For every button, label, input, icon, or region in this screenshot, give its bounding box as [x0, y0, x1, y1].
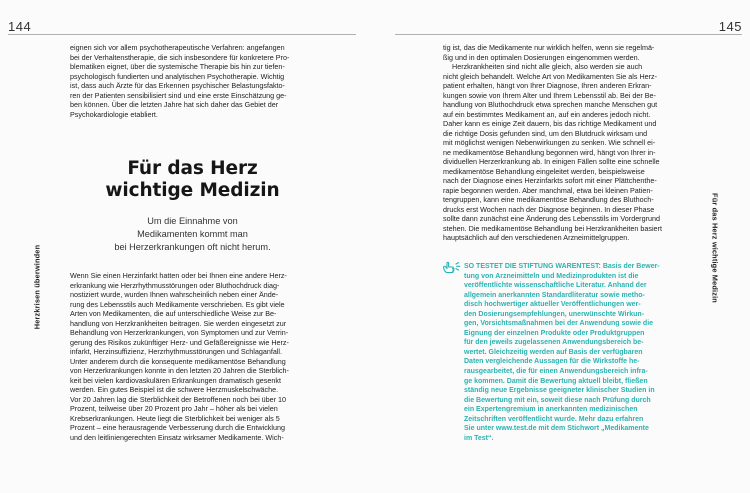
text-line: nostiziert wurde, wurden Ihnen wahrscheinlich neben einer Ände-: [70, 290, 279, 299]
text-line: nicht gleich behandelt. Welche Art von Medikamenten Sie als Herz-: [443, 71, 658, 81]
text-line: ben können. Über die letzten Jahre hat sich daher das Gebiet der: [70, 100, 279, 109]
tip-line: veröffentlichte wissenschaftliche Literatur. Anhand der: [464, 282, 647, 290]
text-line: Krebserkrankungen. Heute liegt die Sterblichkeit bei weniger als 5: [70, 413, 280, 423]
left-page-number: 144: [8, 19, 32, 34]
tip-line: gen, Vorsichtsmaßnahmen bei der Anwendung sowie die: [464, 320, 654, 328]
text-line: gerung des Risikos zukünftiger Herz- und Gefäßereignisse wie Herz-: [70, 337, 289, 347]
section-heading: [70, 158, 315, 202]
heading-line: Für das Herz: [127, 158, 258, 179]
section-subheading: [70, 215, 315, 254]
tip-line: ein Expertengremium in anerkannten medizinischen: [464, 406, 638, 414]
paragraph: [443, 43, 694, 62]
test-method-note: [464, 262, 699, 443]
text-line: nach der Diagnose eines Herzinfarkts sofort mit einer Plättchenthe-: [443, 176, 657, 185]
text-line: mit möglichst wenigen Nebenwirkungen zu senken. Wie schnell ei-: [443, 138, 656, 147]
tip-line: ge kommen. Damit die Bewertung aktuell bleibt, fließen: [464, 377, 648, 385]
text-line: keit bei vielen kardiovaskulären Erkrankungen dramatisch gesenkt: [70, 375, 281, 385]
right-running-head: Für das Herz wichtige Medizin: [710, 193, 720, 303]
subheading-line: bei Herzerkrankungen oft nicht herum.: [114, 242, 271, 252]
text-line: Behandlung von Herzerkrankungen, von Symptomen und zur Verrin-: [70, 328, 289, 337]
intro-paragraph: [70, 43, 315, 119]
text-line: medikamentöse Behandlung eingeleitet werden, beispielsweise: [443, 166, 645, 176]
tip-line: rausgearbeitet, die für einen Anwendungsbereich infra-: [464, 368, 648, 376]
text-line: tig ist, das die Medikamente nur wirklich helfen, wenn sie regelmä-: [443, 43, 655, 52]
text-line: ren der Patienten sensibilisiert sind und eine erste Einschätzung ge-: [70, 90, 287, 100]
text-line: Vor 20 Jahren lag die Sterblichkeit der Betroffenen noch bei über 10: [70, 394, 287, 404]
text-line: von Herzerkrankungen konnte in den letzten 20 Jahren die Sterblich-: [70, 366, 289, 375]
text-line: Prozent – eine herausragende Verbesserung durch die Entwicklung: [70, 423, 285, 432]
text-line: hauptsächlich auf den verschiedenen Arzneimittelgruppen.: [443, 233, 630, 242]
hand-pointer-icon: [442, 261, 462, 275]
text-line: rung des Lebensstils auch Medikamente verschrieben. Es gibt viele: [70, 299, 285, 309]
tip-line: Daten vergleichende Aussagen für die Wirkstoffe he-: [464, 358, 640, 366]
text-line: und den leitliniengerechten Einsatz wirksamer Medikamente. Wich-: [70, 432, 284, 442]
tip-line: Sie unter www.test.de mit dem Stichwort „Medikamente: [464, 425, 649, 433]
text-line: ne medikamentöse Behandlung begonnen wird, hängt von Ihrer in-: [443, 147, 656, 157]
tip-line: Zeitschriften veröffentlicht wurde. Mehr dazu erfahren: [464, 415, 644, 423]
tip-line: tung von Arzneimitteln und Medizinprodukten ist die: [464, 272, 639, 280]
tip-line: ständig neue Ergebnisse geeigneter klinischer Studien in: [464, 387, 655, 395]
text-line: erkrankung wie Herzrhythmusstörungen oder Bluthochdruck diag-: [70, 280, 280, 290]
text-line: eignen sich vor allem psychotherapeutische Verfahren: angefangen: [70, 43, 285, 52]
text-line: Arten von Medikamenten, die auf unterschiedliche Weise zur Be-: [70, 309, 277, 318]
text-line: patient erhalten, hängt von Ihrer Diagnose, Ihren anderen Erkran-: [443, 81, 652, 90]
text-line: kungen sowie von Ihrem Alter und Ihrem Lebensstil ab. Bei der Be-: [443, 90, 656, 100]
text-line: dividuellen Herzerkrankung ab. In einigen Fällen sollte eine schnelle: [443, 157, 660, 166]
text-line: infarkt, Herzinsuffizienz, Herzrhythmusstörungen und Schlaganfall.: [70, 347, 283, 356]
tip-line: allgemein anerkannten Standardliteratur sowie metho-: [464, 291, 645, 299]
text-line: ßig und in den optimalen Dosierungen eingenommen werden.: [443, 52, 640, 62]
right-page-number: 145: [718, 19, 742, 34]
text-line: sollte dann zunächst eine Änderung des Lebensstils im Vordergrund: [443, 214, 660, 223]
paragraph: [443, 62, 694, 243]
tip-line: wertet. Gleichzeitig werden auf Basis der verfügbaren: [464, 348, 643, 356]
text-line: die richtige Dosis gefunden sind, um den Blutdruck wirksam und: [443, 128, 648, 138]
tip-line: den Dosierungsempfehlungen, unerwünschte Wirkun-: [464, 310, 645, 318]
text-line: Wenn Sie einen Herzinfarkt hatten oder bei Ihnen eine andere Herz-: [70, 271, 287, 280]
subheading-line: Medikamenten kommt man: [137, 229, 248, 239]
tip-line: für den jeweils zugelassenen Anwendungsbereich be-: [464, 339, 644, 347]
text-line: handlung von Herzkrankheiten beitragen. Sie werden eingesetzt zur: [70, 318, 287, 328]
text-line: rapie begonnen werden. Aber manchmal, etwa bei kleinen Patien-: [443, 185, 653, 195]
text-line: tengruppen, kann eine medikamentöse Behandlung des Bluthoch-: [443, 195, 654, 204]
tip-line: disch hochwertiger aktueller Veröffentlichungen wer-: [464, 301, 641, 309]
subheading-line: Um die Einnahme von: [147, 216, 238, 226]
body-text-right: [443, 43, 694, 243]
text-line: Daher kann es einige Zeit dauern, bis das richtige Medikament und: [443, 119, 657, 128]
text-line: Psychokardiologie etabliert.: [70, 109, 158, 119]
text-line: Prozent, teilweise über 20 Prozent pro Jahr – höher als bei vielen: [70, 404, 278, 413]
body-text-left: [70, 271, 315, 442]
text-line: auf ein bestimmtes Medikament an, auf ein anderes jedoch nicht.: [443, 109, 651, 119]
left-header-rule: [8, 34, 356, 35]
left-running-head: Herzkrisen überwinden: [32, 244, 42, 330]
text-line: werden. Ein gutes Beispiel ist die schwere Herzmuskelschwäche.: [70, 385, 279, 394]
tip-line: SO TESTET DIE STIFTUNG WARENTEST: Basis der Bewer-: [464, 263, 660, 270]
text-line: psychologisch fundierten und analytischen Psychotherapie. Wichtig: [70, 71, 285, 81]
text-line: bei der Verhaltenstherapie, die sich insbesondere für konkretere Pro-: [70, 52, 290, 62]
text-line: stehen. Die medikamentöse Behandlung bei Herzkrankheiten basiert: [443, 223, 662, 233]
heading-line: wichtige Medizin: [105, 180, 280, 201]
text-line: blematiken eignet, über die systemische Therapie bis hin zur tiefen-: [70, 62, 285, 71]
right-header-rule: [395, 34, 742, 35]
text-line: Unter anderem durch die konsequente medikamentöse Behandlung: [70, 356, 286, 366]
text-line: Herzkrankheiten sind nicht alle gleich, also werden sie auch: [452, 62, 643, 71]
text-line: drucks erst Wochen nach der Diagnose beginnen. In dieser Phase: [443, 204, 655, 214]
text-line: ist, dass auch Ärzte für das Erkennen psychischer Belastungsfakto-: [70, 81, 285, 90]
tip-line: im Test“.: [464, 434, 494, 442]
text-line: handlung von Bluthochdruck etwa sprechen manche Menschen gut: [443, 100, 658, 109]
tip-line: Eignung der einzelnen Produkte oder Produktgruppen: [464, 329, 645, 337]
tip-line: die Bewertung mit ein, soweit diese nach Prüfung durch: [464, 396, 651, 404]
